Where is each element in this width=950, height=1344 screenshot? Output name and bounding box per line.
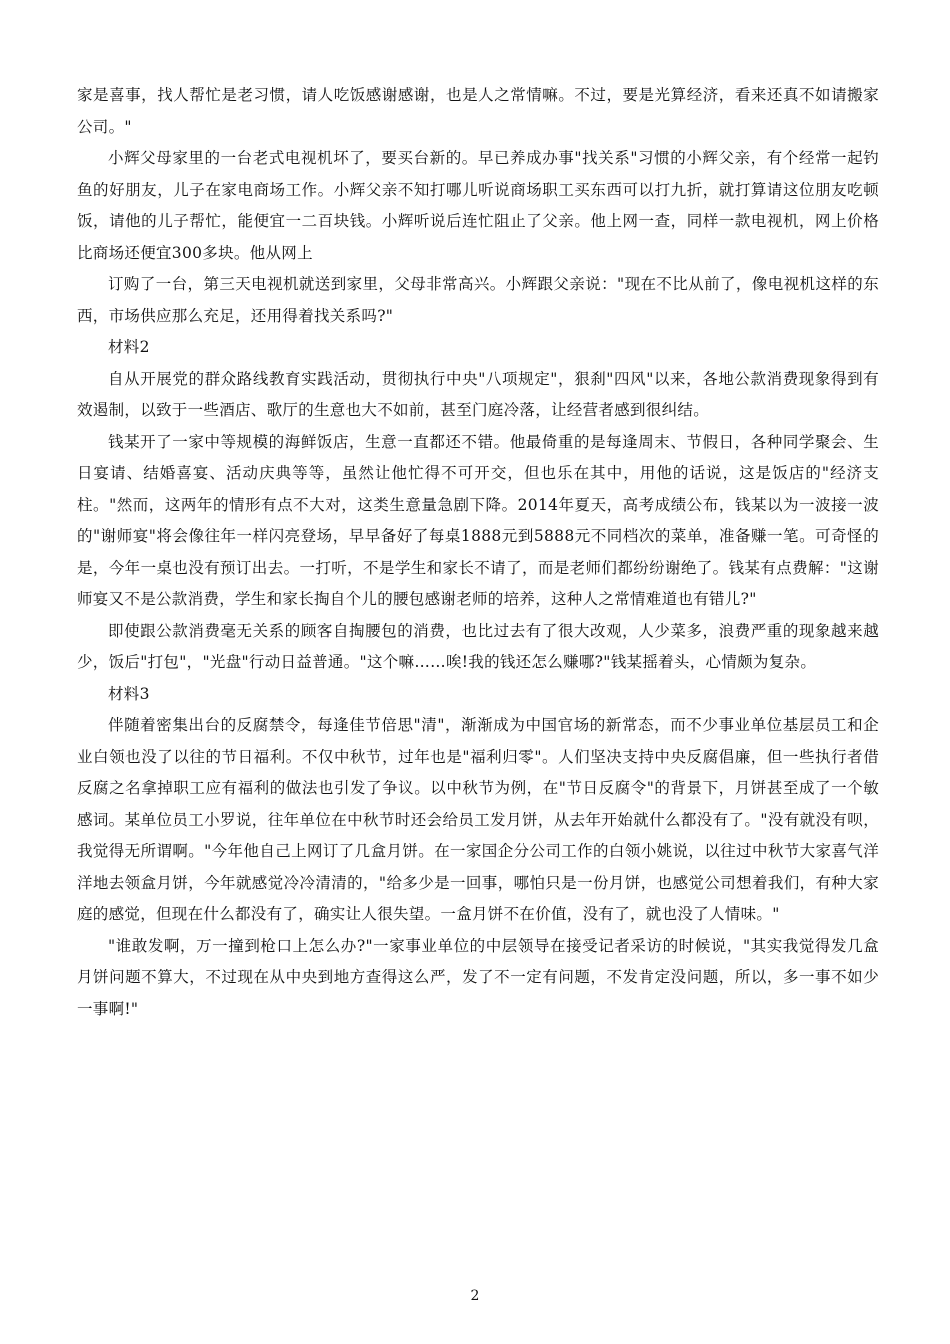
paragraph-middle-manager: "谁敢发啊，万一撞到枪口上怎么办?"一家事业单位的中层领导在接受记者采访的时候说，"其实我觉得发几盒月饼问题不算大，不过现在从中央到地方查得这么严，发了不一定有问题，不发肯定没问题，所以，多一事不如少一事啊!" bbox=[77, 936, 879, 1018]
paragraph-mooncake-welfare: 伴随着密集出台的反腐禁令，每逢佳节倍思"清"，渐渐成为中国官场的新常态，而不少事业单位基层员工和企业白领也没了以往的节日福利。不仅中秋节，过年也是"福利归零"。人们坚决支持中央反腐倡廉，但一些执行者借反腐之名拿掉职工应有福利的做法也引发了争议。以中秋节为例，在"节日反腐令"的背景下，月饼甚至成了一个敏感词。某单位员工小罗说，往年单位在中秋节时还会给员工发月饼，从去年开始就什么都没有了。"没有就没有呗，我觉得无所谓啊。"今年他自己上网订了几盒月饼。在一家国企分公司工作的白领小姚说，以往过中秋节大家喜气洋洋地去领盒月饼，今年就感觉冷冷清清的，"给多少是一回事，哪怕只是一份月饼，也感觉公司想着我们，有种大家庭的感觉，但现在什么都没有了，确实让人很失望。一盒月饼不在价值，没有了，就也没了人情味。" bbox=[77, 716, 879, 923]
paragraph-mass-line: 自从开展党的群众路线教育实践活动，贯彻执行中央"八项规定"，狠刹"四风"以来，各地公款消费现象得到有效遏制，以致于一些酒店、歌厅的生意也大不如前，甚至门庭冷落，让经营者感到很纠结。 bbox=[77, 369, 879, 419]
paragraph-self-paid-consumption: 即使跟公款消费毫无关系的顾客自掏腰包的消费，也比过去有了很大改观，人少菜多，浪费严重的现象越来越少，饭后"打包"，"光盘"行动日益普通。"这个嘛……唉!我的钱还怎么赚哪?"钱某摇着头，心情颇为复杂。 bbox=[77, 621, 879, 671]
paragraph-continued: 家是喜事，找人帮忙是老习惯，请人吃饭感谢感谢，也是人之常情嘛。不过，要是光算经济，看来还真不如请搬家公司。" bbox=[77, 86, 879, 136]
heading-material-2: 材料2 bbox=[108, 338, 150, 356]
paragraph-xiaohui-order: 订购了一台，第三天电视机就送到家里，父母非常高兴。小辉跟父亲说："现在不比从前了，像电视机这样的东西，市场供应那么充足，还用得着找关系吗?" bbox=[77, 275, 879, 325]
body-text bbox=[77, 80, 879, 1025]
paragraph-seafood-restaurant: 钱某开了一家中等规模的海鲜饭店，生意一直都还不错。他最倚重的是每逢周末、节假日，各种同学聚会、生日宴请、结婚喜宴、活动庆典等等，虽然让他忙得不可开交，但也乐在其中，用他的话说，这是饭店的"经济支柱。"然而，这两年的情形有点不大对，这类生意量急剧下降。2014年夏天，高考成绩公布，钱某以为一波接一波的"谢师宴"将会像往年一样闪亮登场，早早备好了每桌1888元到5888元不同档次的菜单，准备赚一笔。可奇怪的是，今年一桌也没有预订出去。一打听，不是学生和家长不请了，而是老师们都纷纷谢绝了。钱某有点费解："这谢师宴又不是公款消费，学生和家长掏自个儿的腰包感谢老师的培养，这种人之常情难道也有错儿?" bbox=[77, 432, 879, 608]
page-number: 2 bbox=[470, 1288, 480, 1304]
heading-material-3: 材料3 bbox=[108, 684, 150, 703]
paragraph-xiaohui-tv: 小辉父母家里的一台老式电视机坏了，要买台新的。早已养成办事"找关系"习惯的小辉父亲，有个经常一起钓鱼的好朋友，儿子在家电商场工作。小辉父亲不知打哪儿听说商场职工买东西可以打九折，就打算请这位朋友吃顿饭，请他的儿子帮忙，能便宜一二百块钱。小辉听说后连忙阻止了父亲。他上网一查，同样一款电视机，网上价格比商场还便宜300多块。他从网上 bbox=[77, 149, 879, 262]
